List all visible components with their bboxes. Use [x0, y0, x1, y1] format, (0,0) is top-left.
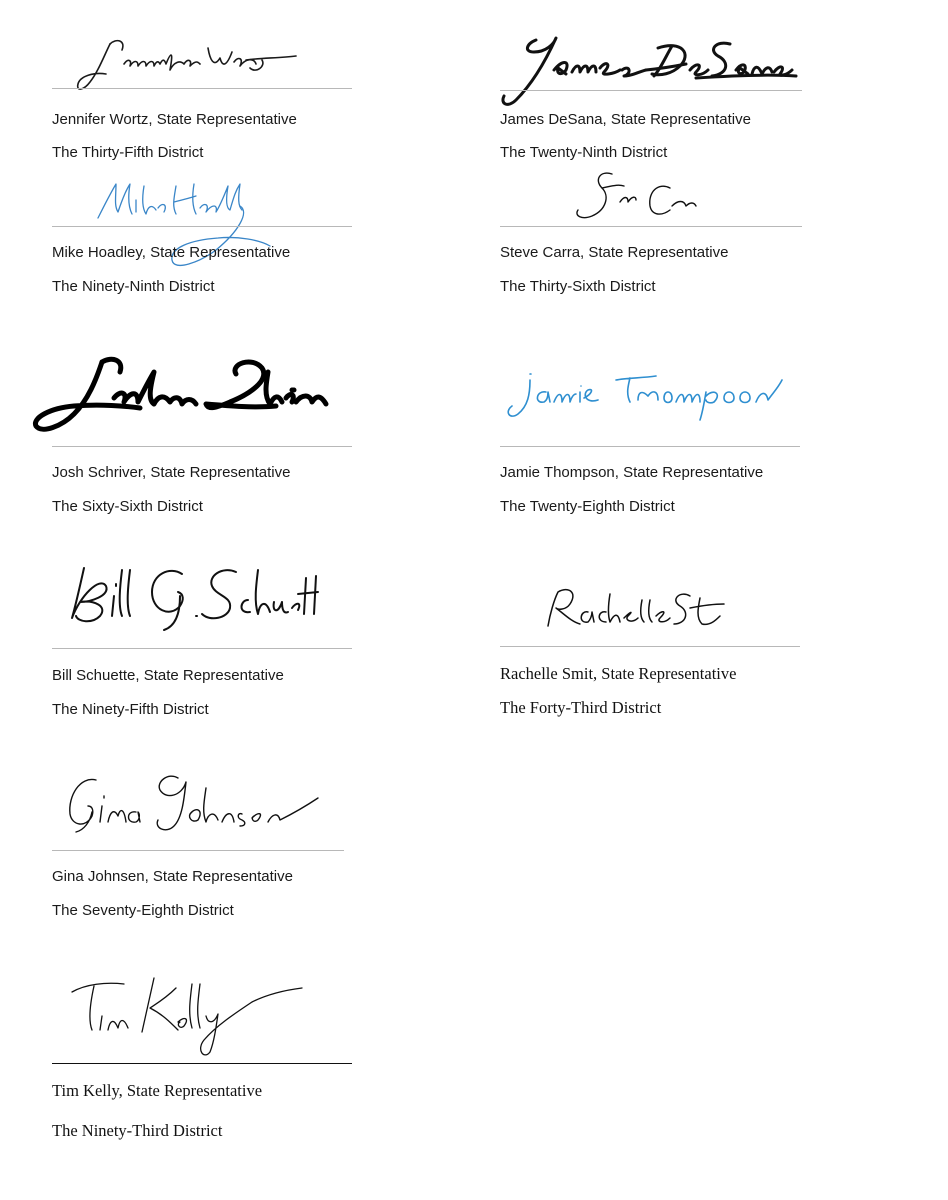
signature-image-gina-johnsen [56, 766, 336, 846]
signature-line [52, 648, 352, 649]
signature-line [52, 88, 352, 89]
signatory-name-title: Mike Hoadley, State Representative [52, 244, 291, 261]
signatory-name-title: Steve Carra, State Representative [500, 244, 729, 261]
signatory-district: The Twenty-Ninth District [500, 144, 668, 161]
signature-line [52, 446, 352, 447]
signature-image-tim-kelly [66, 970, 316, 1060]
signature-image-josh-schriver [30, 350, 340, 440]
signatory-district: The Forty-Third District [500, 698, 662, 717]
signatory-name-title: Bill Schuette, State Representative [52, 667, 284, 684]
signature-image-rachelle-smit [540, 580, 740, 636]
signatory-district: The Thirty-Fifth District [52, 144, 204, 161]
signature-line [500, 446, 800, 447]
signature-line [52, 226, 352, 227]
signature-line [500, 646, 800, 647]
signatory-district: The Ninety-Ninth District [52, 278, 215, 295]
signatory-district: The Seventy-Eighth District [52, 902, 234, 919]
signature-line [500, 90, 802, 91]
signature-image-jamie-thompson [502, 364, 792, 428]
signatory-name-title: Josh Schriver, State Representative [52, 464, 291, 481]
signature-line [52, 1063, 352, 1064]
signature-image-steve-carra [566, 166, 706, 226]
signature-line [52, 850, 344, 851]
signatory-name-title: Rachelle Smit, State Representative [500, 664, 737, 683]
signature-line [500, 226, 802, 227]
signature-image-james-desana [496, 30, 806, 110]
signatory-name-title: Gina Johnsen, State Representative [52, 868, 293, 885]
signatory-name-title: Jamie Thompson, State Representative [500, 464, 764, 481]
signatory-district: The Thirty-Sixth District [500, 278, 656, 295]
signatory-name-title: Jennifer Wortz, State Representative [52, 111, 297, 128]
signatory-district: The Ninety-Fifth District [52, 701, 209, 718]
signatory-district: The Ninety-Third District [52, 1121, 223, 1140]
signatory-name-title: Tim Kelly, State Representative [52, 1081, 263, 1100]
signature-image-mike-hoadley [90, 176, 290, 286]
signatory-district: The Twenty-Eighth District [500, 498, 675, 515]
signatory-name-title: James DeSana, State Representative [500, 111, 751, 128]
signatory-district: The Sixty-Sixth District [52, 498, 203, 515]
signature-image-jennifer-wortz [70, 30, 310, 100]
signature-image-bill-schuette [60, 556, 330, 636]
